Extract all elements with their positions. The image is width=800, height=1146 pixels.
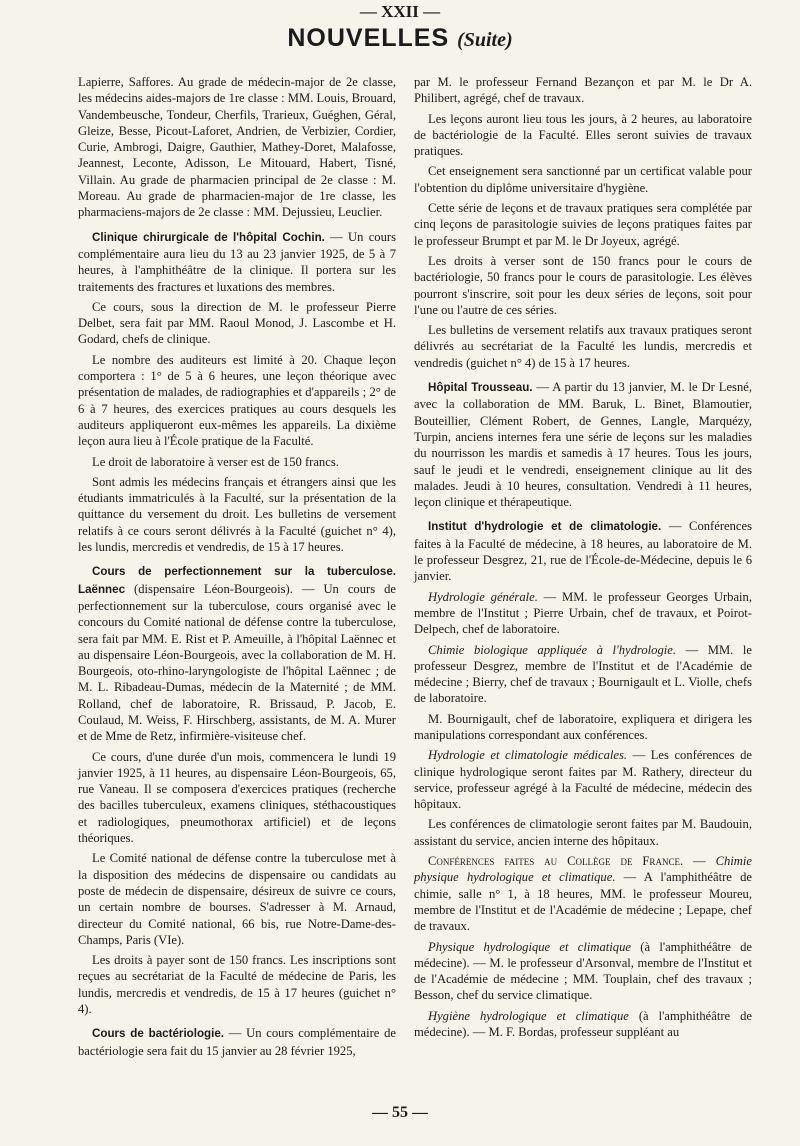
title-main: NOUVELLES [287,24,450,52]
chimie-biologique-label: Chimie biologique appliquée à l'hydrologie. [428,642,676,657]
page-number: — XXII — [359,2,441,21]
chimie-biologique [414,642,752,707]
left-column [78,74,396,1063]
physique-hydrologique-label: Physique hydrologique et climatique [428,939,631,954]
promotions-paragraph: Lapierre, Saffores. Au grade de médecin-major de 2e classe, les médecins aides-majors de 1re classe : MM. Louis, Brouard, Vandembeusche, Tondeur, Cherfils, Trarieux, Guéghen, Géral, Gleize, Besse, Picout-Laforet, Andrien, de Verbizier, Cordier, Curie, Ambrogi, Daigre, Gauthier, Mathey-Doret, Malafosse, Jeannest, Leconte, Adisson, Le Mitouard, Habert, Tisné, Villain. Au grade de pharmacien principal de 2e classe : M. Moreau. Au grade de pharmacien-major de 1re classe, les pharmaciens-majors de 2e classe : MM. Dejussieu, Leuclier. [78,75,396,220]
hygiene-hydrologique-text: (à l'amphithéâtre de médecine). — M. F. Bordas, professeur suppléant au [414,1008,752,1040]
bacteriologie-paragraph [78,1025,396,1059]
bournigault-paragraph: M. Bournigault, chef de laboratoire, expliquera et dirigera les manipulations correspondant aux conférences. [414,711,752,742]
hydrologie-generale [414,589,752,638]
cochin-fee: Le droit de laboratoire à verser est de 150 francs. [92,454,339,469]
college-de-france-sub: Chimie physique hydrologique et climatique. [414,854,752,885]
tuberculose-bourses: Le Comité national de défense contre la tuberculose met à la disposition des médecins de dispensaire ou candidats au poste de médecin de dispensaire, désireux de suivre ce cours, un certain nombre de bourses. S'adresser à M. Arnaud, directeur du Comité national, 66 bis, rue Notre-Dame-des-Champs, Paris (VIe). [78,851,396,947]
cochin-text: — Un cours complémentaire aura lieu du 13 au 23 janvier 1925, de 5 à 7 heures, à l'amphithéâtre de la clinique. Il portera sur les traitements des fractures et luxations des membres. [78,229,396,294]
bact-continued: par M. le professeur Fernand Bezançon et par M. le Dr A. Philibert, agrégé, chef de travaux. [414,75,752,106]
hydrologie-paragraph [414,518,752,584]
bact-lessons: Les leçons auront lieu tous les jours, à 2 heures, au laboratoire de bactériologie de la Faculté. Elles seront suivies de travaux pratiques. [414,111,752,159]
trousseau-paragraph [414,379,752,510]
physique-hydrologique-text: (à l'amphithéâtre de médecine). — M. le professeur d'Arsonval, membre de l'Institut et de l'Académie de médecine ; MM. Touplain, chef des travaux ; Besson, chef du service climatique. [414,939,753,1003]
chimie-biologique-text: — MM. le professeur Desgrez, membre de l'Institut et de l'Académie de médecine ; Bierry, chef de travaux ; Bournigault et L. Violle, chefs de laboratoire. [414,642,752,706]
page-title [0,24,800,53]
hygiene-hydrologique [414,1008,752,1041]
college-de-france [414,853,752,934]
college-de-france-text: — A l'amphithéâtre de chimie, salle n° 1, à 18 heures, MM. le professeur Moureu, membre de l'Institut et de l'Académie de médecine ; Lepape, chef de travaux. [414,870,752,934]
bacteriologie-text: — Un cours complémentaire de bactériologie sera fait du 15 janvier au 28 février 1925, [78,1026,396,1058]
climatologie-paragraph: Les conférences de climatologie seront faites par M. Baudouin, assistant du service, ancien interne des hôpitaux. [414,817,752,848]
college-de-france-sep: — [683,854,716,869]
tuberculose-paragraph [78,563,396,744]
bacteriologie-heading: Cours de bactériologie. [92,1027,225,1041]
tuberculose-duration: Ce cours, d'une durée d'un mois, commencera le lundi 19 janvier 1925, à 11 heures, au dispensaire Léon-Bourgeois, 65, rue Vaneau. Il se composera d'exercices pratiques (recherche des bacilles tuberculeux, examens cliniques, stéthacoustiques et radiologiques, pneumothorax artificiel) et de leçons théoriques. [78,749,396,846]
bact-certificate: Cet enseignement sera sanctionné par un certificat valable pour l'obtention du diplôme universitaire d'hygiène. [414,164,752,195]
cochin-admission: Sont admis les médecins français et étrangers ainsi que les étudiants immatriculés à la Faculté, sur la présentation de la quittance du versement du droit. Les bulletins de versement relatifs à ce cours seront délivrés à la Faculté (guichet n° 4), les lundis, mercredis et vendredis, de 15 à 17 heures. [78,474,396,555]
hydrologie-generale-label: Hydrologie générale. [428,589,538,604]
hydrologie-generale-text: — MM. le professeur Georges Urbain, membre de l'Institut ; Pierre Urbain, chef de travaux, et Poirot-Delpech, chef de laboratoire. [414,589,752,637]
climatologie-medicales-label: Hydrologie et climatologie médicales. [428,748,628,763]
cochin-paragraph [78,229,396,295]
physique-hydrologique [414,939,752,1004]
climatologie-medicales-text: — Les conférences de clinique hydrologique seront faites par M. Rathery, directeur du service, professeur agrégé à la Faculté de médecine, médecin des hôpitaux. [414,748,753,812]
bact-parasitology: Cette série de leçons et de travaux pratiques sera complétée par cinq leçons de parasitologie suivies de leçons pratiques faites par le professeur Brumpt et par M. le Dr Joyeux, agrégé. [414,201,752,248]
tuberculose-text: (dispensaire Léon-Bourgeois). — Un cours de perfectionnement sur la tuberculose, cours organisé avec le concours du Comité national de défense contre la tuberculose, sera fait par MM. E. Rist et P. Ameuille, à l'hôpital Laënnec et au dispensaire Léon-Bourgeois, avec la collaboration de M. H. Bourgeois, oto-rhino-laryngologiste de l'hôpital Laënnec ; de M. L. Ribadeau-Dumas, médecin de la Maternité ; de MM. Rolland, chef de laboratoire, R. Brissaud, P. Jacob, E. Coulaud, M. Weiss, F. Hirschberg, assistants, de M. A. Murer et de Mme de Retz, infirmière-visiteuse chef. [78,581,396,744]
cochin-heading: Clinique chirurgicale de l'hôpital Cochin. [92,230,325,244]
cochin-direction: Ce cours, sous la direction de M. le professeur Pierre Delbet, sera fait par MM. Raoul Monod, J. Lascombe et H. Godard, chefs de clinique. [78,299,396,347]
hygiene-hydrologique-label: Hygiène hydrologique et climatique [428,1008,629,1023]
cochin-auditors: Le nombre des auditeurs est limité à 20. Chaque leçon comportera : 1° de 5 à 6 heures, une leçon théorique avec présentation de malades, de radiographies et d'appareils ; 2° de 6 à 7 heures, des exercices pratiques au cours desquels les auditeurs appliqueront eux-mêmes les appareils. La dixième leçon aura lieu à l'École pratique de la Faculté. [78,352,396,449]
bact-bulletins: Les bulletins de versement relatifs aux travaux pratiques seront délivrés au secrétariat de la Faculté les lundis, mercredis et vendredis (guichet n° 4) de 15 à 17 heures. [414,323,752,370]
bact-fees: Les droits à verser sont de 150 francs pour le cours de bactériologie, 50 francs pour le cours de parasitologie. Les élèves pourront s'inscrire, soit pour les deux séries de leçons, soit pour l'une ou l'autre de ces séries. [414,253,752,317]
college-de-france-label: Conférences faites au Collège de France. [428,854,684,869]
hydrologie-text: — Conférences faites à la Faculté de médecine, à 18 heures, au laboratoire de M. le professeur Desgrez, 21, rue de l'École-de-Médecine, depuis le 6 janvier. [414,519,752,584]
hydrologie-heading: Institut d'hydrologie et de climatologie. [428,520,662,534]
climatologie-medicales [414,747,752,812]
title-suffix: (Suite) [457,29,513,51]
tuberculose-heading: Cours de perfectionnement sur la tuberculose. Laënnec [78,565,396,596]
trousseau-heading: Hôpital Trousseau. [428,381,533,395]
footer-folio: — 55 — [372,1104,428,1121]
right-column [414,74,752,1044]
tuberculose-fees: Les droits à payer sont de 150 francs. Les inscriptions sont reçues au secrétariat de la Faculté de médecine de Paris, les lundis, mercredis et vendredis, de 15 à 17 heures (guichet n° 4). [78,953,396,1017]
trousseau-text: — A partir du 13 janvier, M. le Dr Lesné, avec la collaboration de MM. Baruk, L. Binet, Blamoutier, Bouteillier, Clément Robert, de Gennes, Langle, Marquézy, Turpin, anciens internes fera une série de leçons sur les maladies du nourrisson les mardis et samedis à 17 heures. Tous les jours, sauf le jeudi et le vendredi, enseignement clinique au lit des malades. Jeudi à 10 heures, consultation. Vendredi à 11 heures, leçon clinique et thérapeutique. [414,380,752,510]
